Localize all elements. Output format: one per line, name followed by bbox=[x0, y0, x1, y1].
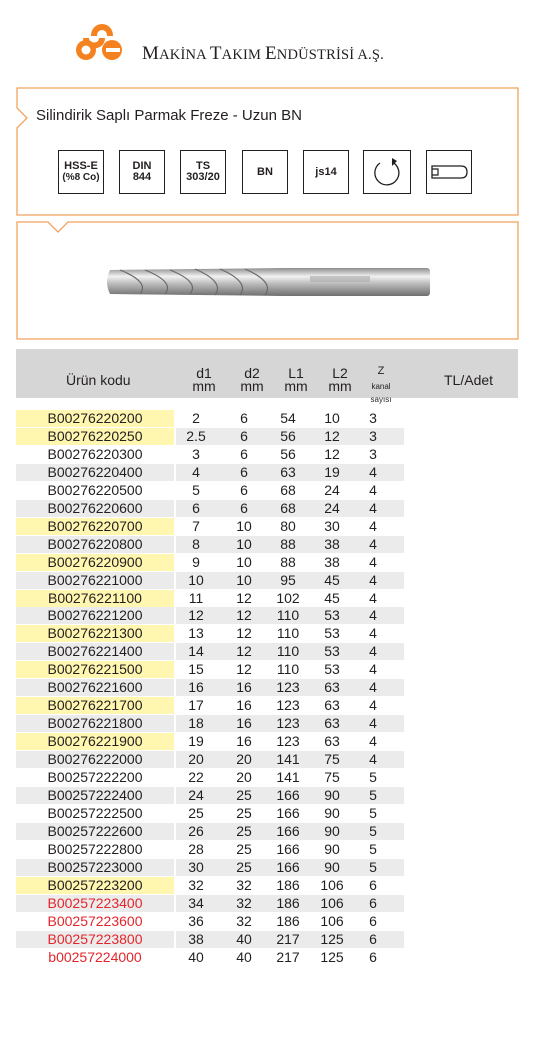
product-code: B00276221900 bbox=[16, 733, 174, 750]
company-name-part: M bbox=[142, 43, 160, 64]
cell-d2: 10 bbox=[236, 571, 252, 588]
cell-z: 4 bbox=[369, 589, 377, 606]
cell-l2: 125 bbox=[320, 930, 344, 947]
cell-d1: 12 bbox=[188, 607, 204, 624]
table-row bbox=[16, 625, 518, 642]
table-row bbox=[16, 931, 518, 948]
product-code: B00257222200 bbox=[47, 769, 143, 785]
product-code: B00276221300 bbox=[16, 625, 174, 642]
cell-d2: 25 bbox=[236, 840, 252, 857]
cell-z: 3 bbox=[369, 445, 377, 462]
cell-l1: 166 bbox=[276, 840, 300, 857]
product-code: B00257223000 bbox=[16, 859, 174, 876]
cell-d2: 40 bbox=[236, 930, 252, 947]
product-code: b00257224000 bbox=[48, 948, 142, 965]
cell-d1: 2 bbox=[192, 410, 200, 426]
cell-z: 5 bbox=[369, 786, 377, 803]
table-row bbox=[16, 482, 518, 499]
cell-d1: 6 bbox=[192, 499, 200, 516]
cell-d1: 22 bbox=[188, 769, 204, 785]
product-code: B00276220400 bbox=[16, 464, 174, 481]
cell-d1: 28 bbox=[188, 840, 204, 857]
cell-z: 4 bbox=[369, 463, 377, 480]
dimension-cells bbox=[176, 841, 404, 858]
dimension-cells bbox=[176, 536, 404, 553]
cell-l1: 95 bbox=[280, 571, 296, 588]
cell-z: 4 bbox=[369, 553, 377, 570]
dimension-cells bbox=[176, 733, 404, 750]
dimension-cells bbox=[176, 607, 404, 624]
bn-icon: BN bbox=[242, 150, 288, 194]
cell-l1: 186 bbox=[276, 876, 300, 893]
cell-l2: 53 bbox=[324, 643, 340, 660]
cell-z: 6 bbox=[369, 894, 377, 911]
cell-l1: 110 bbox=[276, 661, 300, 678]
cell-l2: 63 bbox=[324, 679, 340, 696]
product-code: B00276221400 bbox=[16, 643, 174, 660]
product-code: B00257223600 bbox=[47, 912, 143, 929]
cell-l1: 141 bbox=[276, 769, 300, 785]
cell-l2: 63 bbox=[324, 715, 340, 732]
cell-l1: 123 bbox=[276, 697, 300, 714]
product-code: B00276220900 bbox=[16, 554, 174, 571]
hss-e-icon: HSS-E (%8 Co) bbox=[58, 150, 104, 194]
table-row bbox=[16, 679, 518, 696]
rotation-icon bbox=[363, 150, 411, 194]
cell-d1: 36 bbox=[188, 912, 204, 929]
cell-l2: 24 bbox=[324, 481, 340, 498]
cell-z: 6 bbox=[369, 912, 377, 929]
header-z: Z kanal sayısı bbox=[370, 365, 392, 404]
cell-d2: 25 bbox=[236, 858, 252, 875]
company-name-part: E bbox=[264, 43, 277, 64]
cell-d1: 40 bbox=[188, 948, 204, 965]
cell-l2: 106 bbox=[320, 876, 344, 893]
cell-d1: 7 bbox=[192, 517, 200, 534]
company-name-part: AKİNA bbox=[159, 47, 210, 63]
cell-l1: 186 bbox=[276, 912, 300, 929]
cell-l1: 68 bbox=[280, 499, 296, 516]
cell-d2: 20 bbox=[236, 769, 252, 785]
cell-l2: 90 bbox=[324, 822, 340, 839]
cell-l2: 45 bbox=[324, 589, 340, 606]
cell-z: 4 bbox=[369, 517, 377, 534]
cell-d2: 10 bbox=[236, 553, 252, 570]
table-row bbox=[16, 715, 518, 732]
end-mill-image bbox=[100, 262, 440, 302]
cell-d2: 25 bbox=[236, 786, 252, 803]
cell-z: 4 bbox=[369, 733, 377, 750]
cell-d1: 30 bbox=[188, 858, 204, 875]
cell-d2: 16 bbox=[236, 715, 252, 732]
cell-l2: 10 bbox=[324, 410, 340, 426]
product-code: B00276220800 bbox=[16, 536, 174, 553]
cell-l1: 80 bbox=[280, 517, 296, 534]
cell-l1: 166 bbox=[276, 858, 300, 875]
cell-d2: 6 bbox=[240, 445, 248, 462]
product-code: B00276222000 bbox=[16, 751, 174, 768]
product-code: B00276220600 bbox=[16, 500, 174, 517]
cell-d2: 20 bbox=[236, 751, 252, 768]
dimension-cells bbox=[176, 751, 404, 768]
dimension-cells bbox=[176, 518, 404, 535]
cell-d1: 19 bbox=[188, 733, 204, 750]
dimension-cells bbox=[176, 697, 404, 714]
dimension-cells bbox=[176, 643, 404, 660]
table-row bbox=[16, 536, 518, 553]
dimension-cells bbox=[176, 949, 404, 966]
table-row bbox=[16, 877, 518, 894]
cell-d1: 4 bbox=[192, 463, 200, 480]
cell-z: 4 bbox=[369, 715, 377, 732]
cell-l2: 75 bbox=[324, 751, 340, 768]
cell-l2: 19 bbox=[324, 463, 340, 480]
product-code: B00257223200 bbox=[16, 877, 174, 894]
cell-z: 4 bbox=[369, 625, 377, 642]
cell-d1: 8 bbox=[192, 535, 200, 552]
cell-d1: 34 bbox=[188, 894, 204, 911]
cell-l2: 75 bbox=[324, 769, 340, 785]
cell-l1: 141 bbox=[276, 751, 300, 768]
cell-l1: 56 bbox=[280, 427, 296, 444]
cell-d2: 12 bbox=[236, 589, 252, 606]
cell-l2: 90 bbox=[324, 840, 340, 857]
product-code: B00257222500 bbox=[47, 804, 143, 821]
cell-l1: 110 bbox=[276, 607, 300, 624]
cell-d2: 6 bbox=[240, 410, 248, 426]
cell-l1: 110 bbox=[276, 625, 300, 642]
cell-d1: 24 bbox=[188, 786, 204, 803]
table-row bbox=[16, 590, 518, 607]
product-code: B00276221700 bbox=[16, 697, 174, 714]
header-l1: L1 mm bbox=[284, 365, 308, 394]
cell-d1: 15 bbox=[188, 661, 204, 678]
product-code: B00276221500 bbox=[16, 661, 174, 678]
cell-l2: 125 bbox=[320, 948, 344, 965]
product-code: B00276221100 bbox=[16, 590, 174, 607]
cell-d1: 32 bbox=[188, 876, 204, 893]
table-row bbox=[16, 464, 518, 481]
cell-z: 5 bbox=[369, 858, 377, 875]
cell-l1: 63 bbox=[280, 463, 296, 480]
product-code: B00276221800 bbox=[16, 715, 174, 732]
cell-d1: 9 bbox=[192, 553, 200, 570]
table-row bbox=[16, 661, 518, 678]
cell-l2: 45 bbox=[324, 571, 340, 588]
table-row bbox=[16, 733, 518, 750]
cell-l2: 106 bbox=[320, 894, 344, 911]
cell-l1: 123 bbox=[276, 715, 300, 732]
cell-d1: 5 bbox=[192, 481, 200, 498]
product-title: Silindirik Saplı Parmak Freze - Uzun BN bbox=[36, 107, 302, 124]
cell-d1: 38 bbox=[188, 930, 204, 947]
dimension-cells bbox=[176, 823, 404, 840]
table-row bbox=[16, 643, 518, 660]
cell-z: 4 bbox=[369, 697, 377, 714]
dimension-cells bbox=[176, 715, 404, 732]
cell-d2: 12 bbox=[236, 625, 252, 642]
cell-z: 5 bbox=[369, 769, 377, 785]
dimension-cells bbox=[176, 590, 404, 607]
dimension-cells bbox=[176, 464, 404, 481]
table-row bbox=[16, 607, 518, 624]
cell-d2: 12 bbox=[236, 643, 252, 660]
cell-z: 6 bbox=[369, 948, 377, 965]
cell-d2: 32 bbox=[236, 876, 252, 893]
cell-l1: 166 bbox=[276, 786, 300, 803]
dimension-cells bbox=[176, 913, 404, 930]
table-row bbox=[16, 787, 518, 804]
table-row bbox=[16, 572, 518, 589]
table-row bbox=[16, 751, 518, 768]
cell-d2: 25 bbox=[236, 822, 252, 839]
cell-l2: 63 bbox=[324, 697, 340, 714]
cell-z: 4 bbox=[369, 481, 377, 498]
table-row bbox=[16, 769, 518, 786]
table-row bbox=[16, 554, 518, 571]
cell-l2: 38 bbox=[324, 553, 340, 570]
table-row bbox=[16, 518, 518, 535]
cell-d1: 18 bbox=[188, 715, 204, 732]
cell-d2: 10 bbox=[236, 517, 252, 534]
cell-d2: 12 bbox=[236, 661, 252, 678]
cell-l2: 106 bbox=[320, 912, 344, 929]
table-row bbox=[16, 895, 518, 912]
cell-l2: 53 bbox=[324, 661, 340, 678]
product-code: B00257223400 bbox=[16, 895, 174, 912]
cell-d1: 10 bbox=[188, 571, 204, 588]
table-row bbox=[16, 841, 518, 858]
product-code: B00257223800 bbox=[16, 931, 174, 948]
product-code: B00276220300 bbox=[47, 445, 143, 462]
table-header bbox=[16, 349, 518, 404]
cell-d2: 6 bbox=[240, 499, 248, 516]
product-code: B00257222400 bbox=[16, 787, 174, 804]
cell-d1: 3 bbox=[192, 445, 200, 462]
table-row bbox=[16, 823, 518, 840]
cell-d1: 17 bbox=[188, 697, 204, 714]
product-code: B00257222800 bbox=[47, 840, 143, 857]
cell-d2: 32 bbox=[236, 912, 252, 929]
product-code: B00276221200 bbox=[16, 607, 174, 624]
cell-d2: 16 bbox=[236, 679, 252, 696]
cell-l1: 54 bbox=[280, 410, 296, 426]
dimension-cells bbox=[176, 859, 404, 876]
cell-l1: 123 bbox=[276, 733, 300, 750]
dimension-cells bbox=[176, 500, 404, 517]
cell-l1: 123 bbox=[276, 679, 300, 696]
cell-l1: 110 bbox=[276, 643, 300, 660]
cell-l1: 217 bbox=[276, 930, 300, 947]
cell-d1: 2.5 bbox=[186, 427, 206, 444]
cell-l1: 166 bbox=[276, 822, 300, 839]
cell-d1: 16 bbox=[188, 679, 204, 696]
cell-z: 4 bbox=[369, 535, 377, 552]
product-code: B00276220700 bbox=[16, 518, 174, 535]
table-row bbox=[16, 913, 518, 930]
cell-z: 5 bbox=[369, 822, 377, 839]
cell-d1: 13 bbox=[188, 625, 204, 642]
table-row bbox=[16, 446, 518, 463]
cell-l2: 90 bbox=[324, 804, 340, 821]
product-code: B00276220250 bbox=[16, 428, 174, 445]
cell-l2: 38 bbox=[324, 535, 340, 552]
cell-l1: 56 bbox=[280, 445, 296, 462]
cell-l2: 12 bbox=[324, 427, 340, 444]
cell-d1: 11 bbox=[188, 589, 204, 606]
cell-z: 4 bbox=[369, 607, 377, 624]
dimension-cells bbox=[176, 787, 404, 804]
header-code: Ürün kodu bbox=[66, 372, 131, 388]
cell-d2: 25 bbox=[236, 804, 252, 821]
product-code: B00276221000 bbox=[16, 572, 174, 589]
dimension-cells bbox=[176, 482, 404, 499]
cell-d2: 16 bbox=[236, 697, 252, 714]
dimension-cells bbox=[176, 554, 404, 571]
dimension-cells bbox=[176, 428, 404, 445]
company-name-part: NDÜSTRİSİ A.Ş. bbox=[276, 47, 384, 63]
cell-z: 5 bbox=[369, 840, 377, 857]
table-row bbox=[16, 428, 518, 445]
cell-d1: 14 bbox=[188, 643, 204, 660]
cell-z: 4 bbox=[369, 571, 377, 588]
table-row bbox=[16, 949, 518, 966]
table-row bbox=[16, 697, 518, 714]
product-code: B00276220500 bbox=[47, 481, 143, 498]
cell-d1: 26 bbox=[188, 822, 204, 839]
shank-icon bbox=[426, 150, 472, 194]
cell-l2: 63 bbox=[324, 733, 340, 750]
cell-l2: 12 bbox=[324, 445, 340, 462]
company-name-part: T bbox=[209, 43, 222, 64]
cell-l2: 24 bbox=[324, 499, 340, 516]
cell-d2: 10 bbox=[236, 535, 252, 552]
header-d2: d2 mm bbox=[240, 365, 264, 394]
js14-icon: js14 bbox=[303, 150, 349, 194]
ts-303-20-icon: TS 303/20 bbox=[180, 150, 226, 194]
header-price: TL/Adet bbox=[444, 372, 494, 388]
cell-l1: 166 bbox=[276, 804, 300, 821]
company-name-part: AKIM bbox=[221, 47, 265, 63]
cell-z: 4 bbox=[369, 643, 377, 660]
cell-l1: 88 bbox=[280, 553, 296, 570]
cell-l1: 217 bbox=[276, 948, 300, 965]
dimension-cells bbox=[176, 931, 404, 948]
dimension-cells bbox=[176, 410, 404, 427]
cell-l1: 68 bbox=[280, 481, 296, 498]
cell-z: 6 bbox=[369, 876, 377, 893]
cell-z: 4 bbox=[369, 661, 377, 678]
cell-z: 3 bbox=[369, 410, 377, 426]
cell-z: 5 bbox=[369, 804, 377, 821]
product-code: B00257222600 bbox=[16, 823, 174, 840]
cell-d2: 12 bbox=[236, 607, 252, 624]
dimension-cells bbox=[176, 572, 404, 589]
dimension-cells bbox=[176, 661, 404, 678]
cell-l2: 90 bbox=[324, 786, 340, 803]
din-844-icon: DIN 844 bbox=[119, 150, 165, 194]
cell-d2: 6 bbox=[240, 463, 248, 480]
table-row bbox=[16, 805, 518, 822]
table-row bbox=[16, 500, 518, 517]
cell-d2: 32 bbox=[236, 894, 252, 911]
cell-d2: 16 bbox=[236, 733, 252, 750]
cell-l2: 30 bbox=[324, 517, 340, 534]
cell-d1: 25 bbox=[188, 804, 204, 821]
cell-d2: 40 bbox=[236, 948, 252, 965]
dimension-cells bbox=[176, 805, 404, 822]
cell-l2: 90 bbox=[324, 858, 340, 875]
dimension-cells bbox=[176, 877, 404, 894]
cell-z: 4 bbox=[369, 751, 377, 768]
cell-d2: 6 bbox=[240, 427, 248, 444]
cell-l1: 88 bbox=[280, 535, 296, 552]
dimension-cells bbox=[176, 446, 404, 463]
dimension-cells bbox=[176, 625, 404, 642]
cell-z: 4 bbox=[369, 499, 377, 516]
cell-z: 3 bbox=[369, 427, 377, 444]
cell-z: 6 bbox=[369, 930, 377, 947]
product-code: B00276220200 bbox=[16, 410, 174, 427]
cell-z: 4 bbox=[369, 679, 377, 696]
cell-l2: 53 bbox=[324, 625, 340, 642]
cell-d1: 20 bbox=[188, 751, 204, 768]
cell-l2: 53 bbox=[324, 607, 340, 624]
dimension-cells bbox=[176, 895, 404, 912]
table-row bbox=[16, 410, 518, 427]
dimension-cells bbox=[176, 679, 404, 696]
header-d1: d1 mm bbox=[192, 365, 216, 394]
dimension-cells bbox=[176, 769, 404, 786]
cell-d2: 6 bbox=[240, 481, 248, 498]
table-row bbox=[16, 859, 518, 876]
cell-l1: 102 bbox=[276, 589, 300, 606]
product-code: B00276221600 bbox=[16, 679, 174, 696]
cell-l1: 186 bbox=[276, 894, 300, 911]
header-l2: L2 mm bbox=[328, 365, 352, 394]
